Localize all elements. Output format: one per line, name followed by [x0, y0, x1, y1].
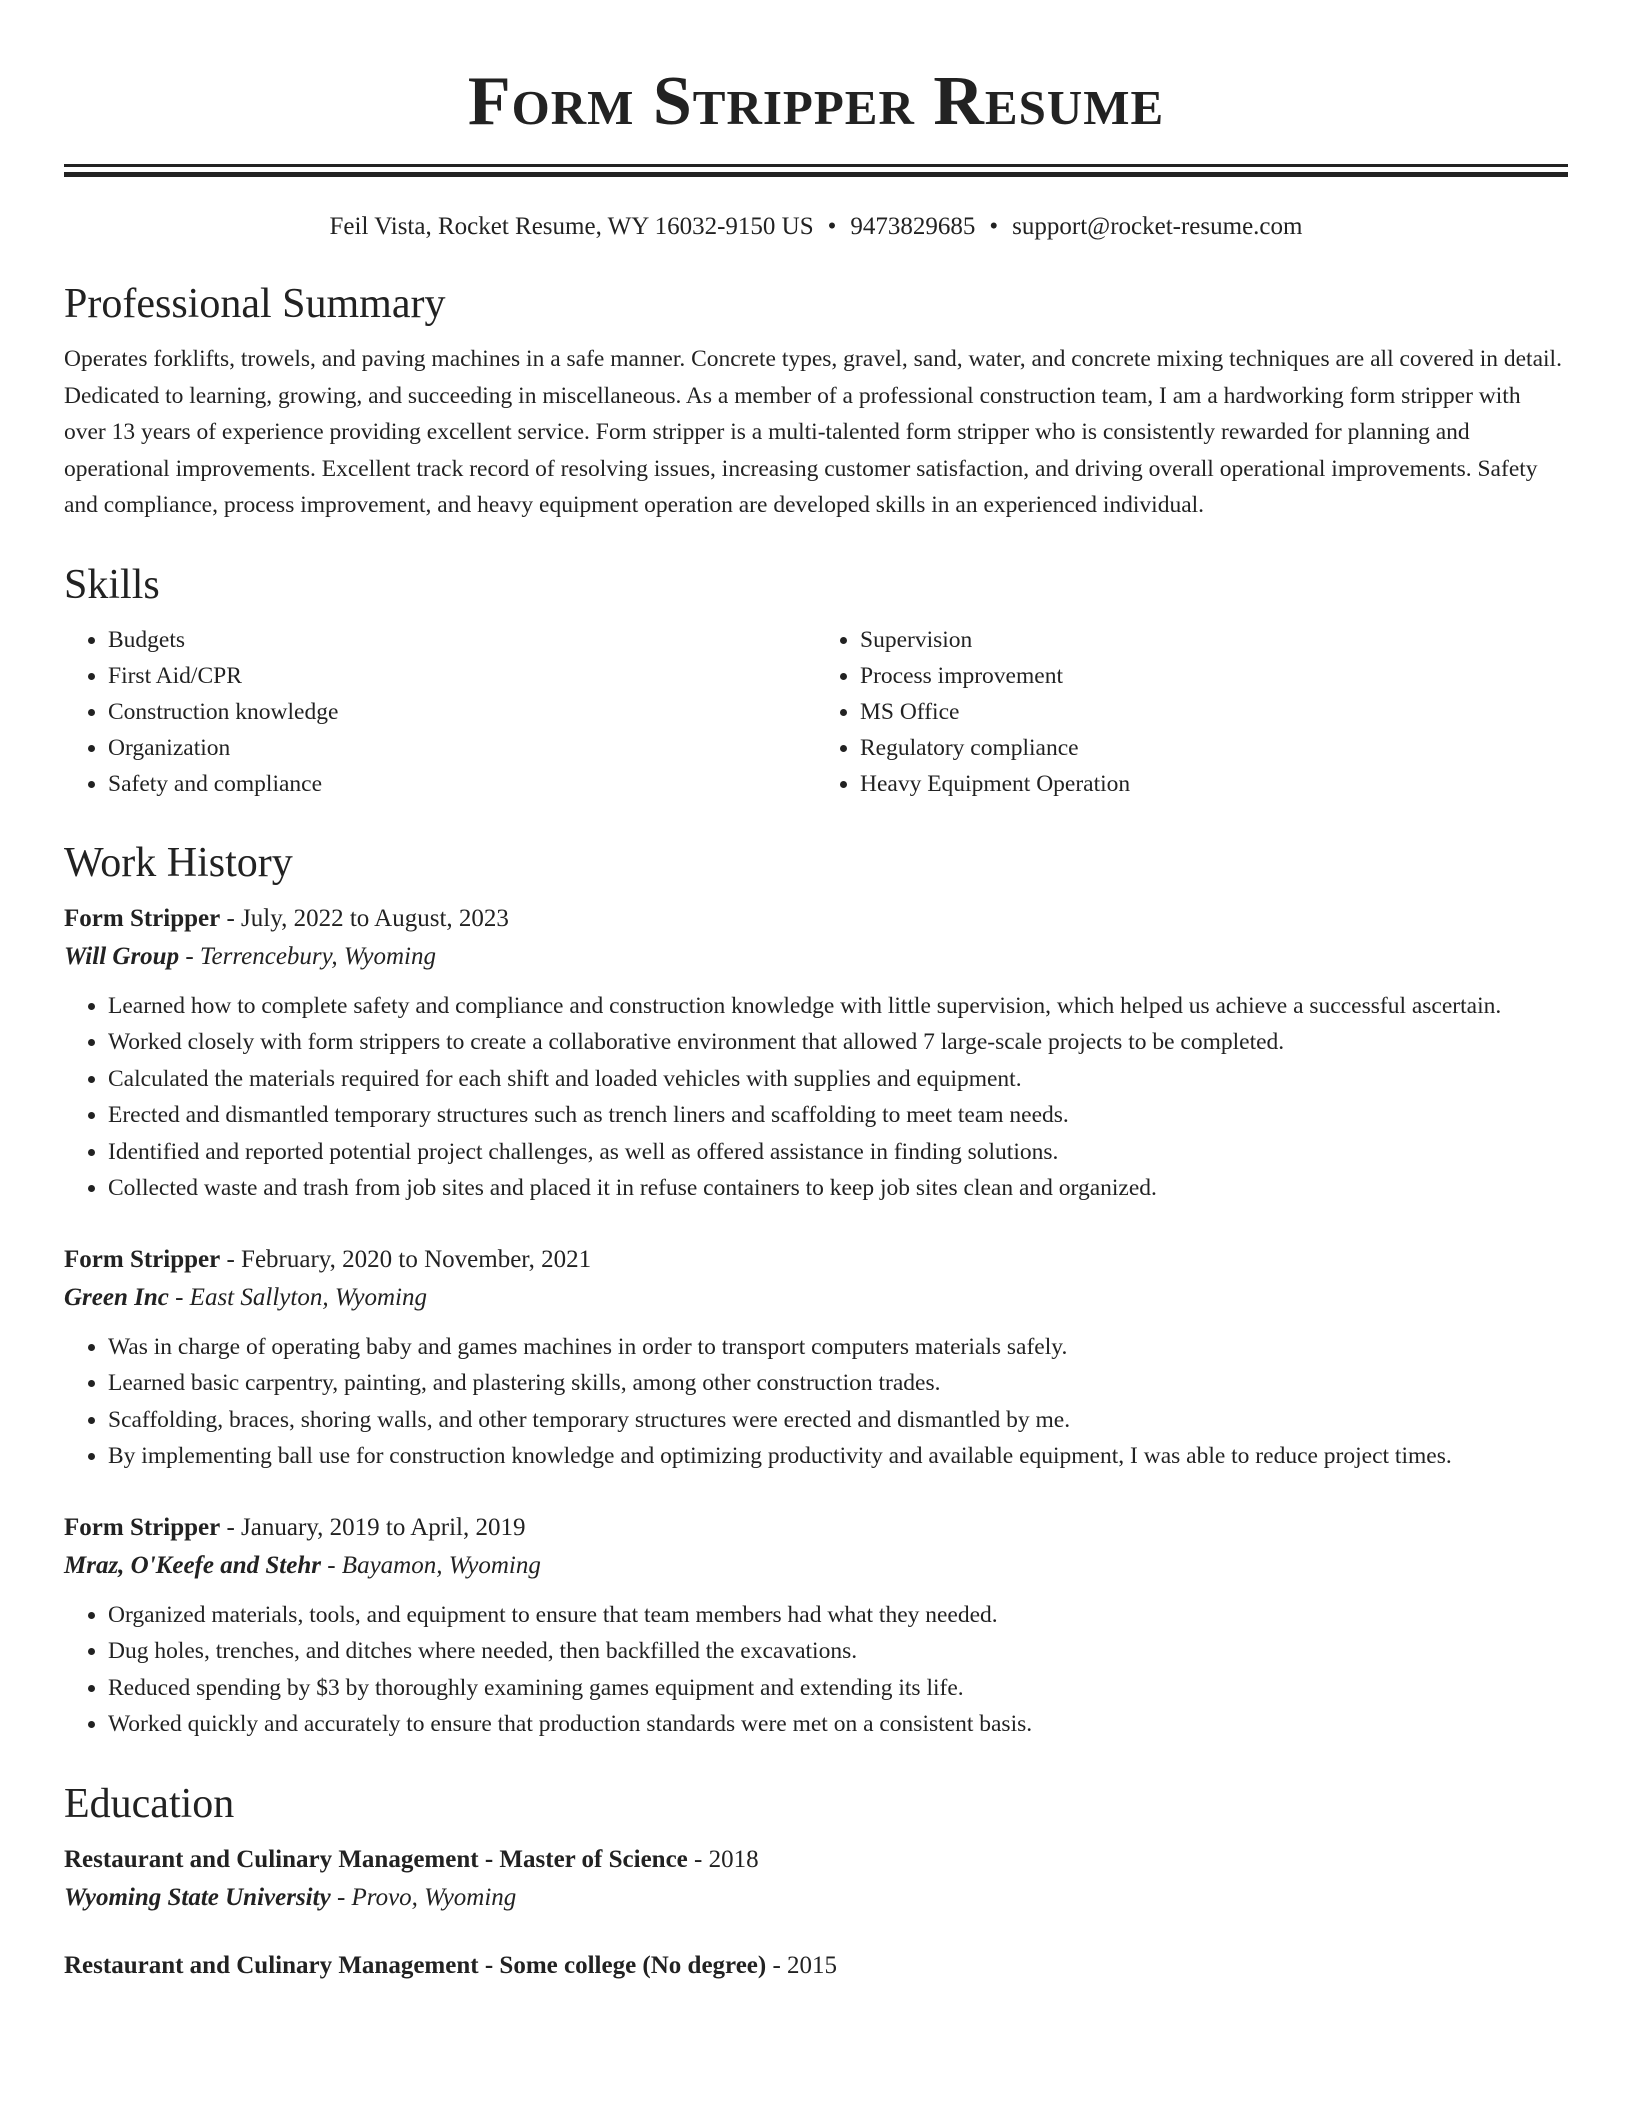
job-duty: • Was in charge of operating baby and games machines in order to transport computers materials safely. — [108, 1329, 1568, 1366]
education-year: - 2018 — [687, 1845, 759, 1873]
skill-item: • Organization — [108, 730, 816, 766]
skill-item: • Supervision — [860, 622, 1568, 658]
work-history-heading: Work History — [64, 839, 293, 886]
education-year: - 2015 — [766, 1951, 838, 1979]
skill-item: • First Aid/CPR — [108, 658, 816, 694]
job-dates: - July, 2022 to August, 2023 — [220, 904, 509, 932]
education-school: Wyoming State University — [64, 1883, 331, 1911]
job-role: Form Stripper — [64, 904, 221, 932]
job-dates: - February, 2020 to November, 2021 — [220, 1245, 592, 1273]
education-entry — [64, 1841, 1568, 1917]
education-degree-line — [64, 1947, 1568, 1985]
education-entry — [64, 1947, 1568, 1985]
title-divider — [64, 164, 1568, 177]
education-degree: Restaurant and Culinary Management - Master of Science — [64, 1845, 688, 1873]
skills-column-right — [816, 622, 1568, 802]
skill-item: • Heavy Equipment Operation — [860, 766, 1568, 802]
education-location: - Provo, Wyoming — [330, 1883, 517, 1911]
contact-email: support@rocket-resume.com — [1012, 213, 1303, 240]
job-company-line — [64, 1279, 1568, 1317]
summary-heading: Professional Summary — [64, 281, 446, 327]
resume-title: Form Stripper Resume — [467, 63, 1165, 140]
skill-item: • Construction knowledge — [108, 694, 816, 730]
job-duty: • Learned how to complete safety and compliance and construction knowledge with little supervision, which helped us achieve a successful ascertain. — [108, 988, 1568, 1025]
job-entry — [64, 1241, 1568, 1475]
job-duty: • Worked quickly and accurately to ensure that production standards were met on a consistent basis. — [108, 1706, 1568, 1743]
job-title-line — [64, 1241, 1568, 1279]
summary-text: Operates forklifts, trowels, and paving machines in a safe manner. Concrete types, gravel, sand, water, and concrete mixing techniques are all covered in detail. Dedicated to learning, growing, and succeeding in miscellaneous. As a member of a professional construction team, I am a hardworking form stripper with over 13 years of experience providing excellent service. Form stripper is a multi-talented form stripper who is consistently rewarded for planning and operational improvements. Excellent track record of resolving issues, increasing customer satisfaction, and driving overall operational improvements. Safety and compliance, process improvement, and heavy equipment operation are developed skills in an experienced individual. — [64, 346, 1562, 518]
job-duty: • Reduced spending by $3 by thoroughly examining games equipment and extending its life. — [108, 1670, 1568, 1707]
job-duty: • Erected and dismantled temporary structures such as trench liners and scaffolding to meet team needs. — [108, 1097, 1568, 1134]
job-duty: • Scaffolding, braces, shoring walls, and other temporary structures were erected and dismantled by me. — [108, 1402, 1568, 1439]
job-title-line — [64, 1509, 1568, 1547]
job-duty: • By implementing ball use for construction knowledge and optimizing productivity and available equipment, I was able to reduce project times. — [108, 1438, 1568, 1475]
job-duty: • Collected waste and trash from job sites and placed it in refuse containers to keep job sites clean and organized. — [108, 1170, 1568, 1207]
skills-heading: Skills — [64, 561, 160, 608]
education-school-line — [64, 1879, 1568, 1917]
job-role: Form Stripper — [64, 1245, 221, 1273]
job-company: Green Inc — [64, 1283, 169, 1311]
job-duty: • Worked closely with form strippers to create a collaborative environment that allowed 7 large-scale projects to be completed. — [108, 1024, 1568, 1061]
job-duties — [64, 988, 1568, 1207]
job-location: - East Sallyton, Wyoming — [168, 1283, 427, 1311]
job-duty: • Calculated the materials required for each shift and loaded vehicles with supplies and equipment. — [108, 1061, 1568, 1098]
job-company-line — [64, 938, 1568, 976]
job-company-line — [64, 1547, 1568, 1585]
job-dates: - January, 2019 to April, 2019 — [220, 1513, 526, 1541]
contact-address: Feil Vista, Rocket Resume, WY 16032-9150 US — [329, 213, 814, 240]
job-role: Form Stripper — [64, 1513, 221, 1541]
education-degree: Restaurant and Culinary Management - Some college (No degree) — [64, 1951, 767, 1979]
job-entry — [64, 900, 1568, 1207]
skills-list — [64, 622, 1568, 802]
job-company: Mraz, O'Keefe and Stehr — [64, 1551, 321, 1579]
contact-separator: • — [989, 213, 999, 240]
contact-line — [64, 211, 1568, 243]
job-location: - Terrencebury, Wyoming — [179, 942, 436, 970]
job-duty: • Identified and reported potential project challenges, as well as offered assistance in finding solutions. — [108, 1134, 1568, 1171]
job-duty: • Organized materials, tools, and equipment to ensure that team members had what they needed. — [108, 1597, 1568, 1634]
job-duties — [64, 1597, 1568, 1743]
skill-item: • MS Office — [860, 694, 1568, 730]
job-title-line — [64, 900, 1568, 938]
skills-column-left — [64, 622, 816, 802]
skill-item: • Regulatory compliance — [860, 730, 1568, 766]
job-location: - Bayamon, Wyoming — [320, 1551, 541, 1579]
job-duty: • Dug holes, trenches, and ditches where needed, then backfilled the excavations. — [108, 1633, 1568, 1670]
skill-item: • Safety and compliance — [108, 766, 816, 802]
skill-item: • Process improvement — [860, 658, 1568, 694]
skill-item: • Budgets — [108, 622, 816, 658]
contact-phone: 9473829685 — [850, 213, 976, 240]
education-degree-line — [64, 1841, 1568, 1879]
job-duty: • Learned basic carpentry, painting, and plastering skills, among other construction trades. — [108, 1365, 1568, 1402]
contact-separator: • — [827, 213, 837, 240]
job-entry — [64, 1509, 1568, 1743]
education-heading: Education — [64, 1780, 235, 1827]
job-company: Will Group — [64, 942, 180, 970]
job-duties — [64, 1329, 1568, 1475]
